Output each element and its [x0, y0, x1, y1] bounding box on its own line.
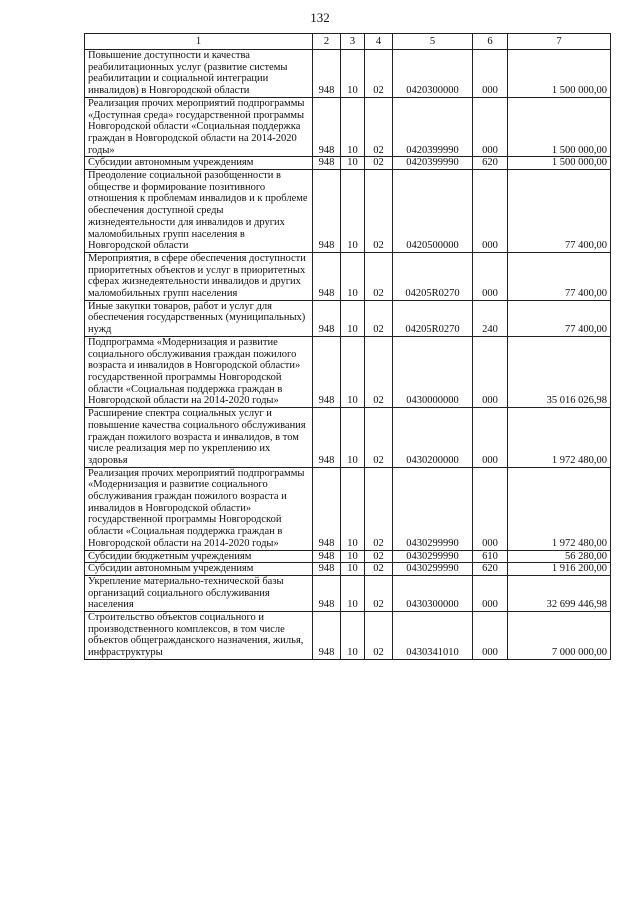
- row-expense-type-code: 000: [473, 575, 508, 611]
- row-description: Повышение доступности и качества реабилитационных услуг (развитие системы реабилитации и социальной интеграции инвалидов) в Новгородской области: [85, 50, 313, 98]
- row-section-code: 10: [341, 50, 365, 98]
- row-target-article-code: 0420500000: [393, 170, 473, 253]
- row-description: Субсидии автономным учреждениям: [85, 157, 313, 170]
- row-amount: 7 000 000,00: [508, 612, 611, 660]
- table-row: [85, 50, 611, 98]
- table-header-row: [85, 34, 611, 50]
- table-row: [85, 408, 611, 468]
- row-department-code: 948: [313, 300, 341, 336]
- row-expense-type-code: 610: [473, 550, 508, 563]
- row-description: Иные закупки товаров, работ и услуг для обеспечения государственных (муниципальных) нужд: [85, 300, 313, 336]
- column-header: 5: [393, 34, 473, 50]
- row-amount: 56 280,00: [508, 550, 611, 563]
- row-target-article-code: 0420399990: [393, 157, 473, 170]
- row-target-article-code: 04205R0270: [393, 252, 473, 300]
- row-department-code: 948: [313, 612, 341, 660]
- row-target-article-code: 0430000000: [393, 336, 473, 407]
- row-description: Субсидии бюджетным учреждениям: [85, 550, 313, 563]
- row-description: Подпрограмма «Модернизация и развитие социального обслуживания граждан пожилого возраста и инвалидов в Новгородской области» государственной программы Новгородской области «Социальная поддержка граждан в Новгородской области на 2014-2020 годы»: [85, 336, 313, 407]
- budget-table: [84, 33, 611, 660]
- row-description: Преодоление социальной разобщенности в обществе и формирование позитивного отношения к проблемам инвалидов и к проблеме обеспечения доступной среды жизнедеятельности для инвалидов и других маломобильных групп населения в Новгородской области: [85, 170, 313, 253]
- row-department-code: 948: [313, 252, 341, 300]
- column-header: 1: [85, 34, 313, 50]
- row-department-code: 948: [313, 336, 341, 407]
- row-amount: 1 972 480,00: [508, 467, 611, 550]
- table-row: [85, 612, 611, 660]
- row-section-code: 10: [341, 170, 365, 253]
- row-expense-type-code: 000: [473, 97, 508, 157]
- row-expense-type-code: 620: [473, 157, 508, 170]
- column-header: 3: [341, 34, 365, 50]
- row-expense-type-code: 000: [473, 252, 508, 300]
- row-department-code: 948: [313, 408, 341, 468]
- row-amount: 35 016 026,98: [508, 336, 611, 407]
- row-subsection-code: 02: [365, 336, 393, 407]
- row-expense-type-code: 240: [473, 300, 508, 336]
- row-expense-type-code: 000: [473, 408, 508, 468]
- table-row: [85, 336, 611, 407]
- column-header: 7: [508, 34, 611, 50]
- row-target-article-code: 0430299990: [393, 467, 473, 550]
- row-expense-type-code: 000: [473, 612, 508, 660]
- row-target-article-code: 0420300000: [393, 50, 473, 98]
- row-amount: 77 400,00: [508, 170, 611, 253]
- row-department-code: 948: [313, 575, 341, 611]
- row-department-code: 948: [313, 157, 341, 170]
- row-department-code: 948: [313, 50, 341, 98]
- row-amount: 77 400,00: [508, 252, 611, 300]
- row-target-article-code: 0430299990: [393, 563, 473, 576]
- row-department-code: 948: [313, 563, 341, 576]
- row-section-code: 10: [341, 300, 365, 336]
- row-amount: 32 699 446,98: [508, 575, 611, 611]
- row-section-code: 10: [341, 157, 365, 170]
- row-amount: 1 500 000,00: [508, 97, 611, 157]
- row-target-article-code: 04205R0270: [393, 300, 473, 336]
- table-row: [85, 550, 611, 563]
- row-target-article-code: 0430200000: [393, 408, 473, 468]
- table-row: [85, 157, 611, 170]
- table-row: [85, 252, 611, 300]
- row-subsection-code: 02: [365, 97, 393, 157]
- row-amount: 1 500 000,00: [508, 50, 611, 98]
- row-section-code: 10: [341, 467, 365, 550]
- table-row: [85, 97, 611, 157]
- row-subsection-code: 02: [365, 170, 393, 253]
- table-row: [85, 467, 611, 550]
- row-description: Строительство объектов социального и производственного комплексов, в том числе объектов общегражданского назначения, жилья, инфраструктуры: [85, 612, 313, 660]
- row-subsection-code: 02: [365, 50, 393, 98]
- column-header: 2: [313, 34, 341, 50]
- row-section-code: 10: [341, 612, 365, 660]
- row-target-article-code: 0420399990: [393, 97, 473, 157]
- row-section-code: 10: [341, 563, 365, 576]
- row-expense-type-code: 000: [473, 50, 508, 98]
- row-expense-type-code: 620: [473, 563, 508, 576]
- row-section-code: 10: [341, 575, 365, 611]
- row-department-code: 948: [313, 467, 341, 550]
- row-department-code: 948: [313, 97, 341, 157]
- row-description: Расширение спектра социальных услуг и повышение качества социального обслуживания граждан пожилого возраста и инвалидов, в том числе реализация мер по укреплению их здоровья: [85, 408, 313, 468]
- row-expense-type-code: 000: [473, 170, 508, 253]
- row-subsection-code: 02: [365, 612, 393, 660]
- row-subsection-code: 02: [365, 467, 393, 550]
- row-section-code: 10: [341, 408, 365, 468]
- row-section-code: 10: [341, 252, 365, 300]
- row-description: Укрепление материально-технической базы организаций социального обслуживания населения: [85, 575, 313, 611]
- row-target-article-code: 0430300000: [393, 575, 473, 611]
- row-expense-type-code: 000: [473, 467, 508, 550]
- row-subsection-code: 02: [365, 157, 393, 170]
- row-section-code: 10: [341, 97, 365, 157]
- row-section-code: 10: [341, 336, 365, 407]
- table-row: [85, 575, 611, 611]
- row-section-code: 10: [341, 550, 365, 563]
- row-subsection-code: 02: [365, 563, 393, 576]
- row-expense-type-code: 000: [473, 336, 508, 407]
- row-amount: 77 400,00: [508, 300, 611, 336]
- row-target-article-code: 0430341010: [393, 612, 473, 660]
- column-header: 4: [365, 34, 393, 50]
- table-row: [85, 170, 611, 253]
- row-subsection-code: 02: [365, 300, 393, 336]
- row-subsection-code: 02: [365, 575, 393, 611]
- row-amount: 1 500 000,00: [508, 157, 611, 170]
- column-header: 6: [473, 34, 508, 50]
- table-row: [85, 563, 611, 576]
- row-description: Субсидии автономным учреждениям: [85, 563, 313, 576]
- budget-table-body: [85, 34, 611, 660]
- row-description: Реализация прочих мероприятий подпрограммы «Модернизация и развитие социального обслуживания граждан пожилого возраста и инвалидов в Новгородской области» государственной программы Новгородской области «Социальная поддержка граждан в Новгородской области на 2014-2020 годы»: [85, 467, 313, 550]
- row-amount: 1 972 480,00: [508, 408, 611, 468]
- row-description: Мероприятия, в сфере обеспечения доступности приоритетных объектов и услуг в приоритетных сферах жизнедеятельности инвалидов и других маломобильных групп населения: [85, 252, 313, 300]
- row-subsection-code: 02: [365, 252, 393, 300]
- row-department-code: 948: [313, 170, 341, 253]
- row-target-article-code: 0430299990: [393, 550, 473, 563]
- row-amount: 1 916 200,00: [508, 563, 611, 576]
- table-row: [85, 300, 611, 336]
- page-number: 132: [310, 10, 330, 25]
- row-subsection-code: 02: [365, 550, 393, 563]
- row-subsection-code: 02: [365, 408, 393, 468]
- row-description: Реализация прочих мероприятий подпрограммы «Доступная среда» государственной программы Новгородской области «Социальная поддержка граждан в Новгородской области на 2014-2020 годы»: [85, 97, 313, 157]
- row-department-code: 948: [313, 550, 341, 563]
